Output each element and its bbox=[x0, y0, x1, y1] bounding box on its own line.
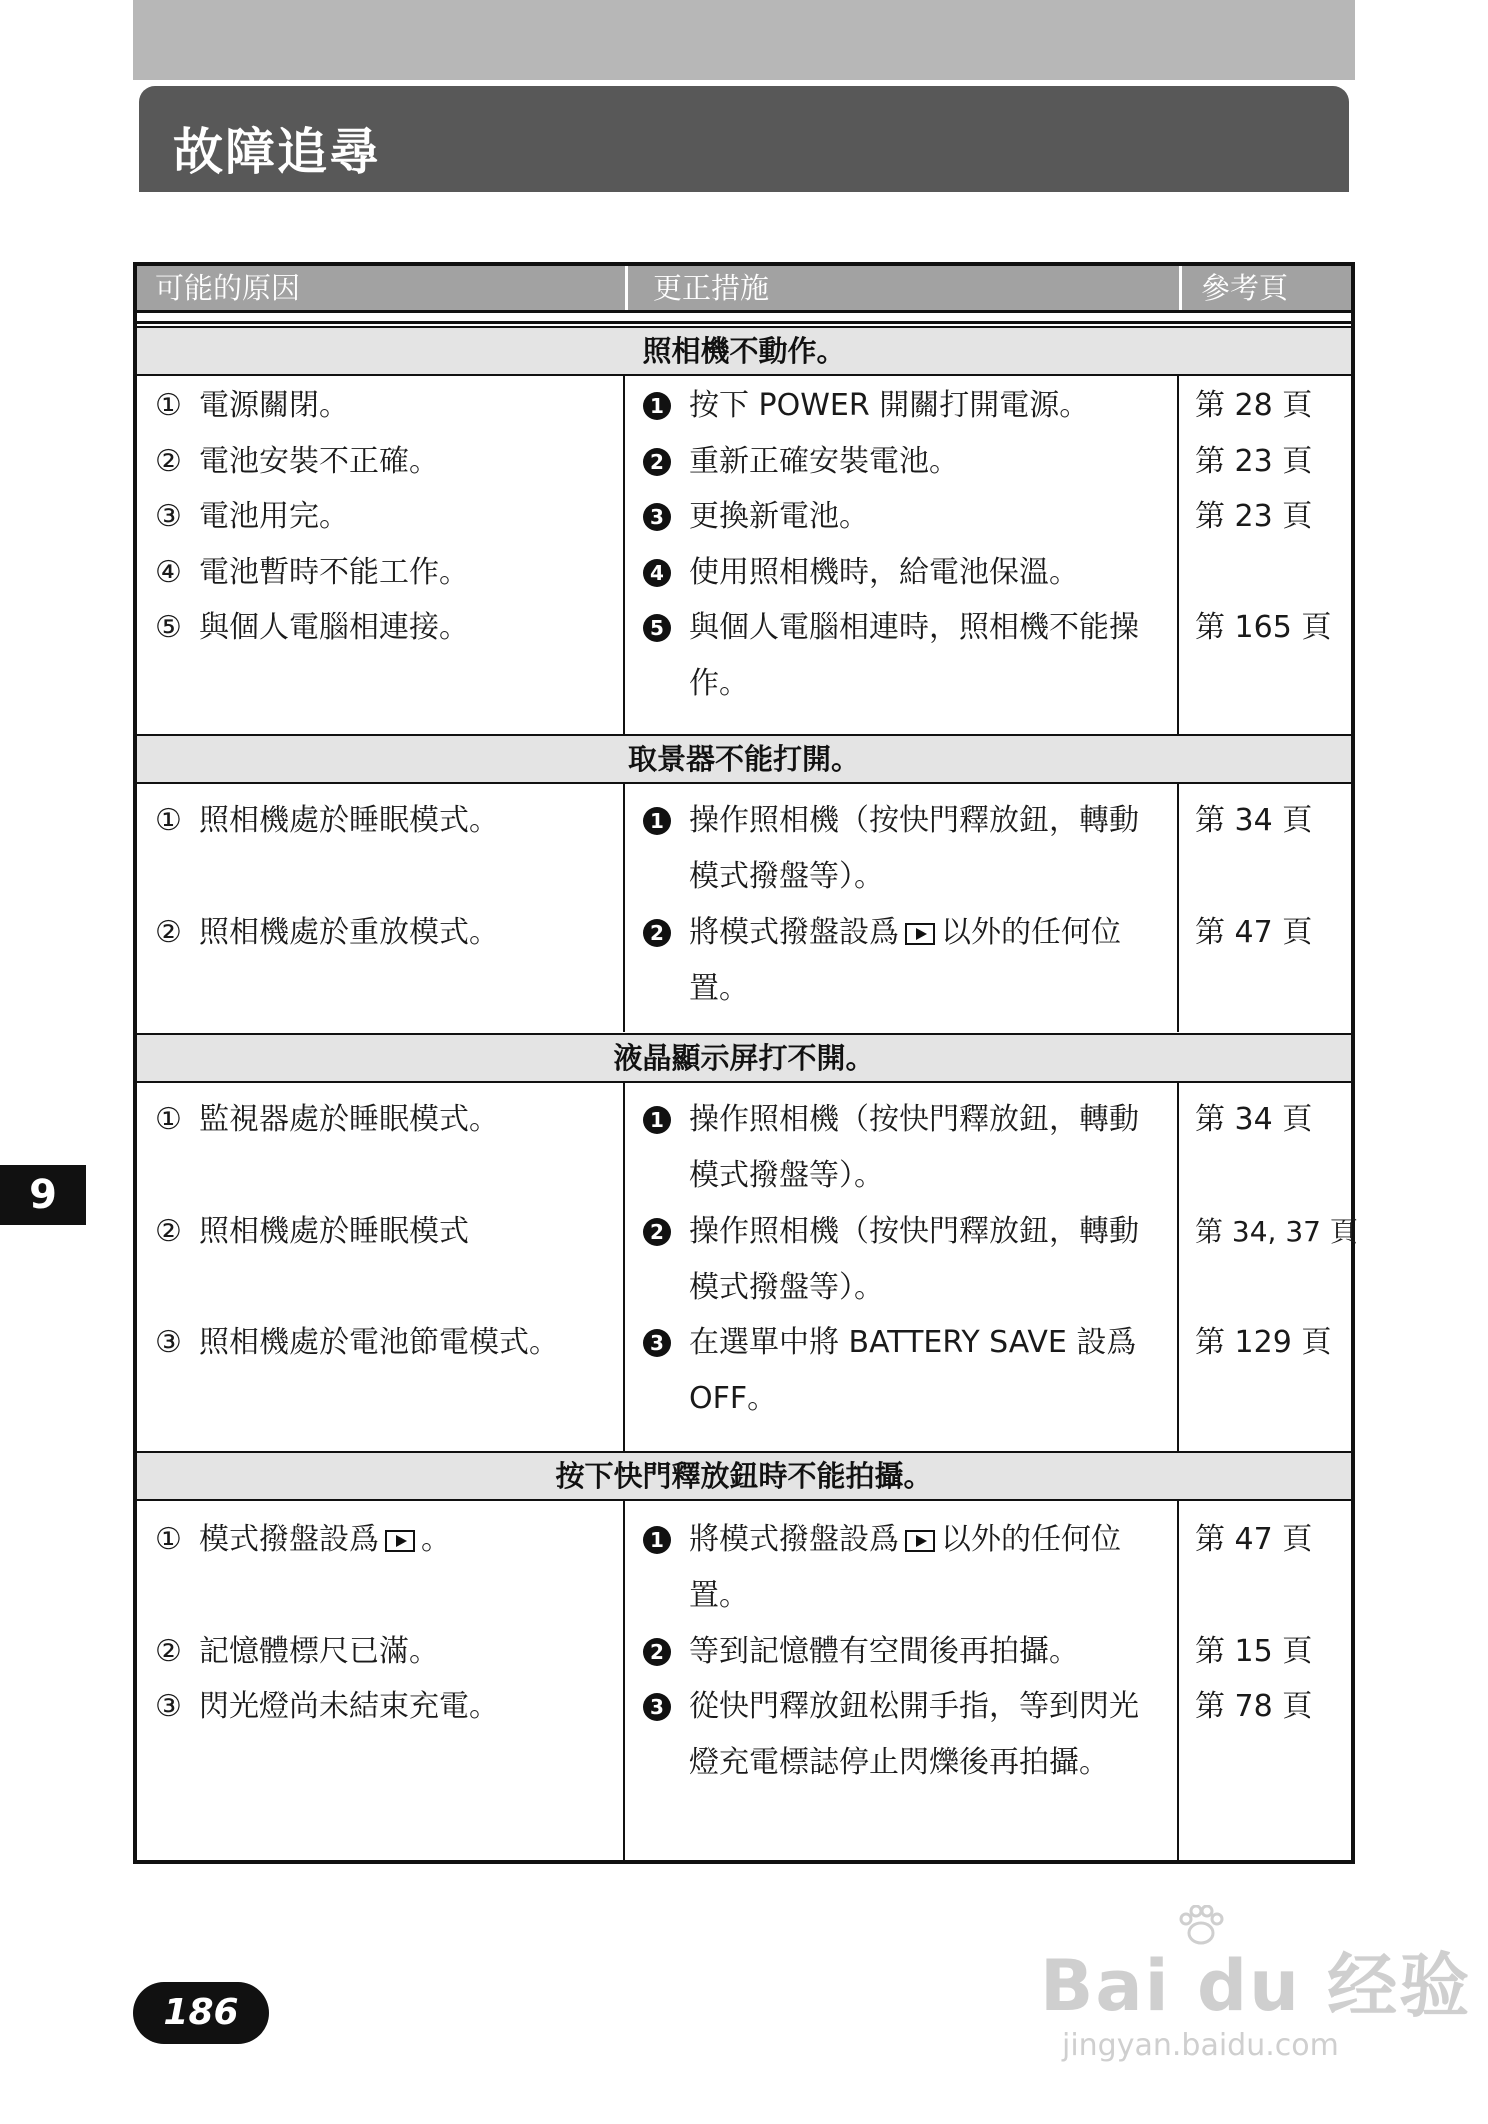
page-ref: 第 165 頁 bbox=[1195, 610, 1332, 645]
remedy-text: OFF。 bbox=[689, 1381, 778, 1416]
cause-item: ② 電池安裝不正確。 bbox=[155, 444, 439, 479]
cause-item: ① 電源關閉。 bbox=[155, 388, 349, 423]
cause-item: ③ 電池用完。 bbox=[155, 499, 349, 534]
playback-icon bbox=[905, 1530, 935, 1552]
cause-item: ② 照相機處於重放模式。 bbox=[155, 915, 499, 950]
remedy-bullet: 3 bbox=[643, 1329, 671, 1357]
cause-item: ① 模式撥盤設爲 。 bbox=[155, 1522, 451, 1557]
remedy-text: 作。 bbox=[689, 666, 749, 701]
table-header bbox=[137, 266, 1351, 313]
page-ref: 第 34 頁 bbox=[1195, 1102, 1313, 1137]
top-gray-band bbox=[133, 0, 1355, 80]
remedy-bullet: 2 bbox=[643, 1218, 671, 1246]
remedy-text: 與個人電腦相連時，照相機不能操 bbox=[689, 610, 1139, 645]
page-ref: 第 129 頁 bbox=[1195, 1325, 1332, 1360]
remedy-text: 操作照相機（按快門釋放鈕，轉動 bbox=[689, 1102, 1139, 1137]
remedy-text: 燈充電標誌停止閃爍後再拍攝。 bbox=[689, 1745, 1109, 1780]
cause-item: ① 監視器處於睡眠模式。 bbox=[155, 1102, 499, 1137]
remedy-text: 模式撥盤等）。 bbox=[689, 1270, 884, 1305]
remedy-bullet: 1 bbox=[643, 807, 671, 835]
chapter-tab: 9 bbox=[0, 1165, 86, 1225]
title-bar bbox=[133, 80, 1355, 192]
remedy-text: 操作照相機（按快門釋放鈕，轉動 bbox=[689, 1214, 1139, 1249]
section-heading: 按下快門釋放鈕時不能拍攝。 bbox=[137, 1451, 1351, 1501]
playback-icon bbox=[385, 1530, 415, 1552]
remedy-bullet: 4 bbox=[643, 559, 671, 587]
cause-item: ③ 閃光燈尚未結束充電。 bbox=[155, 1689, 499, 1724]
remedy-text: 從快門釋放鈕松開手指，等到閃光 bbox=[689, 1689, 1139, 1724]
page-ref: 第 47 頁 bbox=[1195, 915, 1313, 950]
remedy-text: 模式撥盤等）。 bbox=[689, 859, 884, 894]
remedy-bullet: 2 bbox=[643, 1638, 671, 1666]
header-remedy: 更正措施 bbox=[653, 271, 770, 305]
remedy-text: 操作照相機（按快門釋放鈕，轉動 bbox=[689, 803, 1139, 838]
remedy-text: 重新正確安裝電池。 bbox=[689, 444, 959, 479]
page-ref: 第 23 頁 bbox=[1195, 444, 1313, 479]
remedy-bullet: 1 bbox=[643, 1106, 671, 1134]
page-number: 186 bbox=[133, 1982, 269, 2044]
page-ref: 第 34, 37 頁 bbox=[1195, 1215, 1358, 1248]
remedy-bullet: 1 bbox=[643, 392, 671, 420]
remedy-text: 置。 bbox=[689, 1578, 749, 1613]
section-heading: 液晶顯示屏打不開。 bbox=[137, 1033, 1351, 1083]
remedy-bullet: 3 bbox=[643, 503, 671, 531]
remedy-bullet: 2 bbox=[643, 448, 671, 476]
column-line bbox=[1177, 1499, 1179, 1864]
cause-item: ② 照相機處於睡眠模式 bbox=[155, 1214, 469, 1249]
troubleshooting-table bbox=[133, 262, 1358, 1864]
cause-item: ③ 照相機處於電池節電模式。 bbox=[155, 1325, 559, 1360]
page-ref: 第 28 頁 bbox=[1195, 388, 1313, 423]
section-heading: 照相機不動作。 bbox=[137, 326, 1351, 376]
cause-item: ① 照相機處於睡眠模式。 bbox=[155, 803, 499, 838]
remedy-bullet: 5 bbox=[643, 614, 671, 642]
remedy-bullet: 3 bbox=[643, 1693, 671, 1721]
watermark-brand: Bai du 经验 bbox=[1040, 1945, 1472, 2027]
page-ref: 第 15 頁 bbox=[1195, 1634, 1313, 1669]
remedy-text: 更換新電池。 bbox=[689, 499, 869, 534]
column-line bbox=[1177, 782, 1179, 1032]
header-cause: 可能的原因 bbox=[155, 271, 301, 305]
column-line bbox=[1177, 1081, 1179, 1451]
remedy-text: 將模式撥盤設爲 以外的任何位 bbox=[689, 1522, 1121, 1557]
cause-item: ② 記憶體標尺已滿。 bbox=[155, 1634, 439, 1669]
header-gap bbox=[137, 313, 1351, 324]
remedy-text: 等到記憶體有空間後再拍攝。 bbox=[689, 1634, 1079, 1669]
remedy-bullet: 2 bbox=[643, 919, 671, 947]
remedy-text: 置。 bbox=[689, 971, 749, 1006]
remedy-text: 模式撥盤等）。 bbox=[689, 1158, 884, 1193]
playback-icon bbox=[905, 923, 935, 945]
remedy-text: 按下 POWER 開關打開電源。 bbox=[689, 388, 1090, 423]
column-line bbox=[623, 782, 625, 1032]
remedy-bullet: 1 bbox=[643, 1526, 671, 1554]
header-ref: 參考頁 bbox=[1201, 271, 1289, 305]
watermark-url: jingyan.baidu.com bbox=[1062, 2028, 1339, 2063]
section-heading: 取景器不能打開。 bbox=[137, 734, 1351, 784]
cause-item: ⑤ 與個人電腦相連接。 bbox=[155, 610, 469, 645]
column-line bbox=[1177, 374, 1179, 734]
page-ref: 第 47 頁 bbox=[1195, 1522, 1313, 1557]
page-ref: 第 23 頁 bbox=[1195, 499, 1313, 534]
cause-item: ④ 電池暫時不能工作。 bbox=[155, 555, 469, 590]
column-line bbox=[623, 1499, 625, 1864]
page-ref: 第 34 頁 bbox=[1195, 803, 1313, 838]
remedy-text: 在選單中將 BATTERY SAVE 設爲 bbox=[689, 1325, 1137, 1360]
column-line bbox=[623, 374, 625, 734]
page-ref: 第 78 頁 bbox=[1195, 1689, 1313, 1724]
page-title: 故障追尋 bbox=[173, 123, 381, 181]
remedy-text: 使用照相機時，給電池保溫。 bbox=[689, 555, 1079, 590]
header-separator bbox=[1179, 266, 1182, 310]
header-separator bbox=[625, 266, 628, 310]
remedy-text: 將模式撥盤設爲 以外的任何位 bbox=[689, 915, 1121, 950]
column-line bbox=[623, 1081, 625, 1451]
